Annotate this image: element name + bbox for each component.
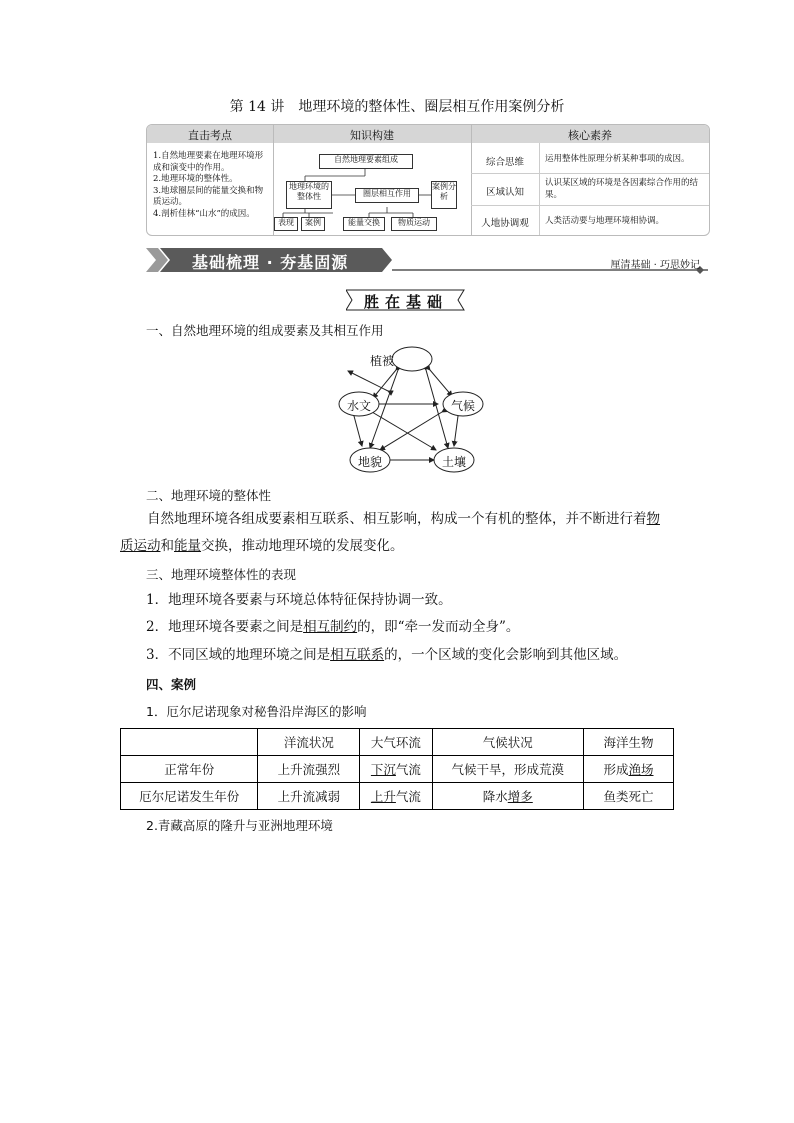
header-knowledge: 知识构建 [350,129,394,142]
table-cell: 气候干旱，形成荒漠 [432,756,583,783]
diagram-node-matter: 物质运动 [391,217,437,231]
list-item-3: 3．不同区域的地理环境之间是相互联系的，一个区域的变化会影响到其他区域。 [146,647,628,663]
subheading-tibet: 2.青藏高原的隆升与亚洲地理环境 [146,818,333,833]
section-banner [146,246,708,274]
paragraph-integrity-cont: 质运动和能量交换，推动地理环境的发展变化。 [120,538,404,554]
table-header: 洋流状况 [258,729,360,756]
label-landform: 地貌 [357,455,382,469]
literacy-text: 认识某区域的环境是各因素综合作用的结果。 [545,178,699,200]
table-cell: 下沉气流 [360,756,432,783]
diagram-node-case: 案例分析 [431,181,457,209]
label-climate: 气候 [450,399,475,413]
overview-table [146,124,710,236]
table-cell: 厄尔尼诺发生年份 [121,783,258,810]
diagram-node-sphere: 圈层相互作用 [355,188,419,203]
key-point: 3.地球圈层间的能量交换和物质运动。 [153,185,264,207]
label-vegetation: 植被 [369,354,394,368]
subheading-el-nino: 1．厄尔尼诺现象对秘鲁沿岸海区的影响 [146,704,367,719]
header-key-points: 直击考点 [188,129,232,142]
key-point: 2.地理环境的整体性。 [153,174,238,184]
literacy-text: 人类活动要与地理环境相协调。 [545,216,665,226]
key-points-list [153,151,271,220]
literacy-text: 运用整体性原理分析某种事项的成因。 [545,154,690,164]
literacy-name: 区域认知 [485,187,524,198]
section-heading-badge [346,289,466,311]
literacy-name: 综合思维 [485,157,524,168]
table-row [121,756,674,783]
key-point: 1.自然地理要素在地理环境形成和演变中的作用。 [153,151,264,173]
table-cell: 上升流强烈 [258,756,360,783]
table-header-row [121,729,674,756]
table-cell: 降水增多 [432,783,583,810]
table-cell: 正常年份 [121,756,258,783]
heading-2: 二、地理环境的整体性 [146,488,272,503]
literacy-name: 人地协调观 [481,218,529,229]
diagram-node-integrity: 地理环境的整体性 [286,181,332,209]
overview-header [147,125,709,143]
list-item-1: 1．地理环境各要素与环境总体特征保持协调一致。 [146,592,452,608]
table-cell: 上升流减弱 [258,783,360,810]
heading-4: 四、案例 [146,677,197,692]
table-cell: 形成渔场 [583,756,673,783]
diagram-node-elements: 自然地理要素组成 [319,154,413,169]
el-nino-table [120,728,674,810]
table-header: 海洋生物 [583,729,673,756]
heading-1: 一、自然地理环境的组成要素及其相互作用 [146,323,384,338]
diagram-node-energy: 能量交换 [343,217,385,231]
banner-title: 基础梳理 · 夯基固源 [192,253,349,272]
label-hydrology: 水文 [346,399,371,413]
paragraph-integrity: 自然地理环境各组成要素相互联系、相互影响，构成一个有机的整体，并不断进行着物 [147,511,660,527]
key-point: 4.剖析佳林“山水”的成因。 [153,208,255,219]
table-cell: 鱼类死亡 [583,783,673,810]
diagram-node-case-bottom: 案例 [301,217,325,231]
page-title: 第 14 讲 地理环境的整体性、圈层相互作用案例分析 [229,99,565,115]
table-header: 大气环流 [360,729,432,756]
table-cell: 上升气流 [360,783,432,810]
header-literacy: 核心素养 [568,129,612,142]
banner-subtitle: 厘清基础 · 巧思妙记 [610,260,700,271]
heading-3: 三、地理环境整体性的表现 [146,567,297,582]
list-item-2: 2．地理环境各要素之间是相互制约的，即“牵一发而动全身”。 [146,619,520,635]
diagram-node-performance: 表现 [274,217,298,231]
section-heading-text: 胜在基础 [363,293,448,311]
table-header: 气候状况 [432,729,583,756]
label-soil: 土壤 [441,455,466,469]
table-row [121,783,674,810]
